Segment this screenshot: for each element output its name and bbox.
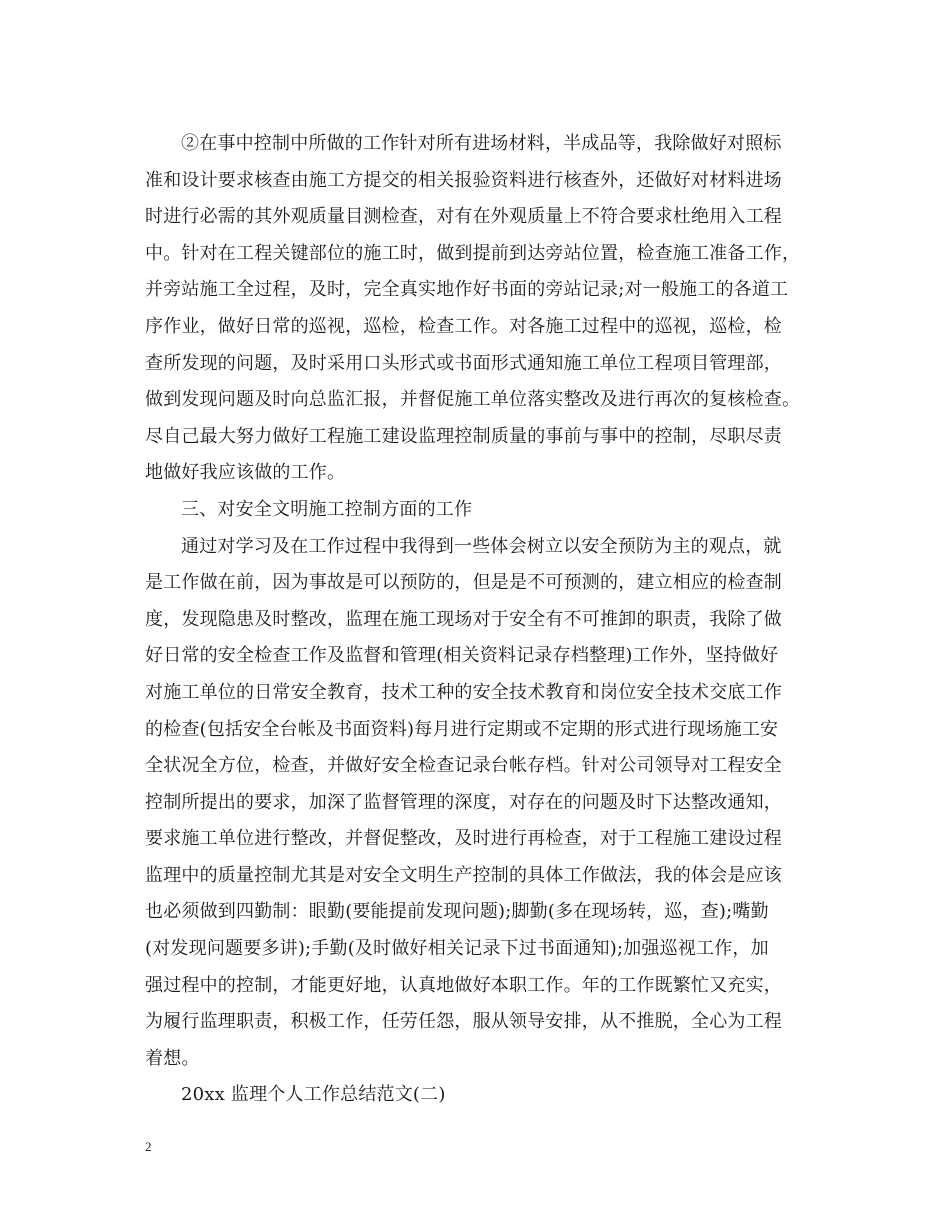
paragraph-line: 序作业，做好日常的巡视，巡检，检查工作。对各施工过程中的巡视，巡检，检 — [145, 315, 782, 337]
paragraph-line: 为履行监理职责，积极工作，任劳任怨，服从领导安排，从不推脱，全心为工程 — [145, 1011, 782, 1033]
paragraph-line: 查所发现的问题，及时采用口头形式或书面形式通知施工单位工程项目管理部， — [145, 352, 782, 374]
paragraph-line: (对发现问题要多讲);手勤(及时做好相关记录下过书面通知);加强巡视工作，加 — [145, 938, 769, 960]
paragraph-line: 尽自己最大努力做好工程施工建设监理控制质量的事前与事中的控制，尽职尽责 — [145, 425, 782, 447]
paragraph-line: 时进行必需的其外观质量目测检查，对有在外观质量上不符合要求杜绝用入工程 — [145, 206, 782, 228]
paragraph-line: ②在事中控制中所做的工作针对所有进场材料，半成品等，我除做好对照标 — [181, 133, 782, 154]
paragraph-line: 全状况全方位，检查，并做好安全检查记录台帐存档。针对公司领导对工程安全 — [145, 755, 782, 777]
paragraph-line: 控制所提出的要求，加深了监督管理的深度，对存在的问题及时下达整改通知， — [145, 791, 782, 813]
body-text — [145, 126, 810, 1114]
section-heading: 三、对安全文明施工控制方面的工作 — [181, 498, 473, 520]
paragraph-line: 度，发现隐患及时整改，监理在施工现场对于安全有不可推卸的职责，我除了做 — [145, 608, 782, 630]
paragraph-line: 着想。 — [145, 1047, 200, 1069]
paragraph-line: 中。针对在工程关键部位的施工时，做到提前到达旁站位置，检查施工准备工作， — [145, 242, 801, 264]
paragraph-line: 好日常的安全检查工作及监督和管理(相关资料记录存档整理)工作外，坚持做好 — [145, 645, 779, 667]
paragraph-line: 强过程中的控制，才能更好地，认真地做好本职工作。年的工作既繁忙又充实， — [145, 974, 782, 996]
paragraph-line: 做到发现问题及时向总监汇报，并督促施工单位落实整改及进行再次的复核检查。 — [145, 389, 801, 411]
paragraph-line: 对施工单位的日常安全教育，技术工种的安全技术教育和岗位安全技术交底工作 — [145, 681, 782, 703]
paragraph-line: 通过对学习及在工作过程中我得到一些体会树立以安全预防为主的观点，就 — [181, 535, 782, 557]
paragraph-line: 并旁站施工全过程，及时，完全真实地作好书面的旁站记录;对一般施工的各道工 — [145, 279, 789, 301]
paragraph-line: 也必须做到四勤制：眼勤(要能提前发现问题);脚勤(多在现场转，巡，查);嘴勤 — [145, 901, 769, 923]
paragraph-line: 是工作做在前，因为事故是可以预防的，但是是不可预测的，建立相应的检查制 — [145, 572, 782, 594]
paragraph-line: 监理中的质量控制尤其是对安全文明生产控制的具体工作做法，我的体会是应该 — [145, 864, 782, 886]
section-title: 20xx 监理个人工作总结范文(二) — [181, 1084, 446, 1106]
paragraph-line: 地做好我应该做的工作。 — [145, 462, 346, 484]
paragraph-line: 要求施工单位进行整改，并督促整改，及时进行再检查，对于工程施工建设过程 — [145, 828, 782, 850]
paragraph-line: 准和设计要求核查由施工方提交的相关报验资料进行核查外，还做好对材料进场 — [145, 169, 782, 191]
paragraph-line: 的检查(包括安全台帐及书面资料)每月进行定期或不定期的形式进行现场施工安 — [145, 718, 779, 740]
page-number: 2 — [145, 1139, 152, 1154]
